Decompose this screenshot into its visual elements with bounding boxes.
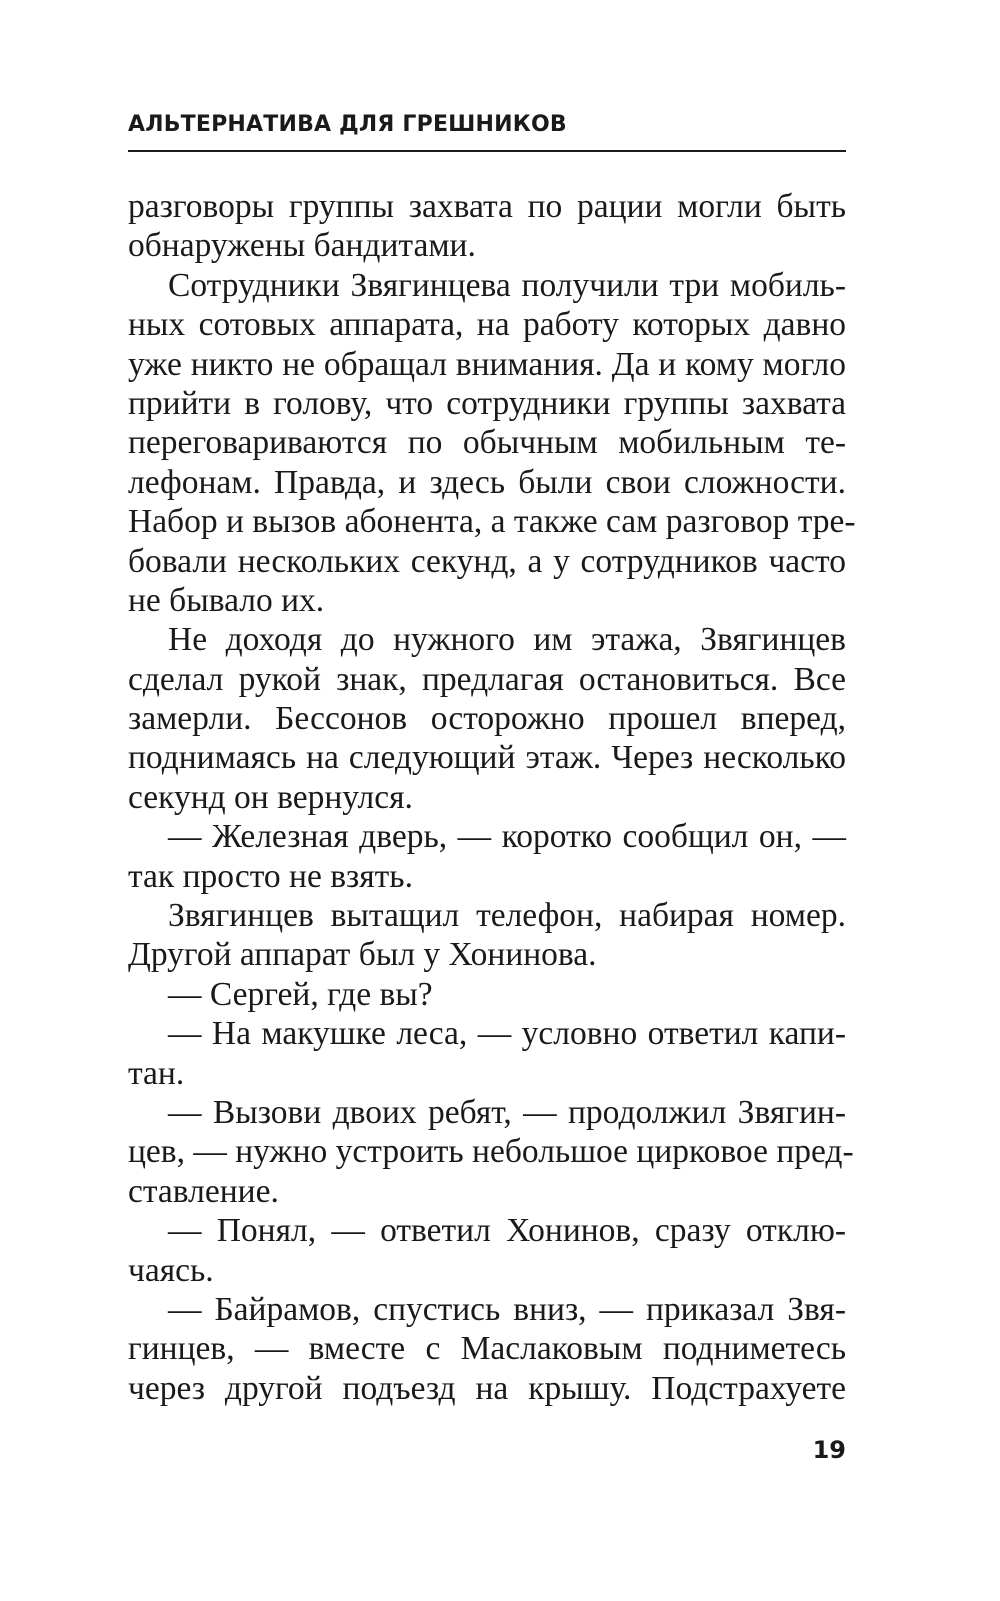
text-line: лефонам. Правда, и здесь были свои сложности.	[128, 463, 846, 501]
text-line: Звягинцев вытащил телефон, набирая номер.	[168, 897, 846, 935]
text-line: прийти в голову, что сотрудники группы захвата	[128, 384, 846, 422]
text-line: разговоры группы захвата по рации могли быть	[128, 188, 846, 225]
running-title: АЛЬТЕРНАТИВА ДЛЯ ГРЕШНИКОВ	[128, 112, 567, 137]
text-line: не бывало их.	[128, 581, 325, 619]
text-line: переговариваются по обычным мобильным те-	[128, 424, 846, 462]
text-line: ставление.	[128, 1172, 279, 1210]
text-line: чаясь.	[128, 1251, 214, 1289]
text-line: замерли. Бессонов осторожно прошел вперед,	[128, 700, 846, 738]
text-line: бовали нескольких секунд, а у сотрудников часто	[128, 542, 846, 580]
text-line: поднимаясь на следующий этаж. Через несколько	[128, 739, 846, 777]
text-line: сделал рукой знак, предлагая остановиться. Все	[128, 660, 846, 698]
text-line: цев, — нужно устроить небольшое цирковое пред-	[128, 1133, 854, 1171]
text-line: ных сотовых аппарата, на работу которых давно	[128, 306, 846, 344]
text-line: секунд он вернулся.	[128, 778, 413, 816]
text-line: Сотрудники Звягинцева получили три мобиль-	[168, 266, 846, 304]
text-line: тан.	[128, 1054, 185, 1092]
text-line: — На макушке леса, — условно ответил капи-	[168, 1015, 846, 1053]
text-line: уже никто не обращал внимания. Да и кому могло	[128, 345, 846, 383]
text-line: так просто не взять.	[128, 857, 413, 895]
text-line: Не доходя до нужного им этажа, Звягинцев	[168, 621, 846, 659]
text-line: — Вызови двоих ребят, — продолжил Звягин-	[168, 1093, 846, 1131]
text-line: обнаружены бандитами.	[128, 227, 476, 265]
text-line: — Понял, — ответил Хонинов, сразу отклю-	[168, 1212, 846, 1250]
page-number: 19	[812, 1436, 846, 1464]
text-line: — Сергей, где вы?	[168, 975, 433, 1013]
text-line: Другой аппарат был у Хонинова.	[128, 936, 597, 974]
text-line: через другой подъезд на крышу. Подстрахуете	[128, 1369, 846, 1407]
text-line: — Железная дверь, — коротко сообщил он, —	[168, 818, 846, 856]
header-rule	[128, 150, 846, 152]
body-text	[128, 187, 856, 1408]
text-line: — Байрамов, спустись вниз, — приказал Звя-	[168, 1290, 846, 1328]
text-line: Набор и вызов абонента, а также сам разговор тре-	[128, 503, 856, 541]
text-line: гинцев, — вместе с Маслаковым подниметесь	[128, 1330, 846, 1368]
